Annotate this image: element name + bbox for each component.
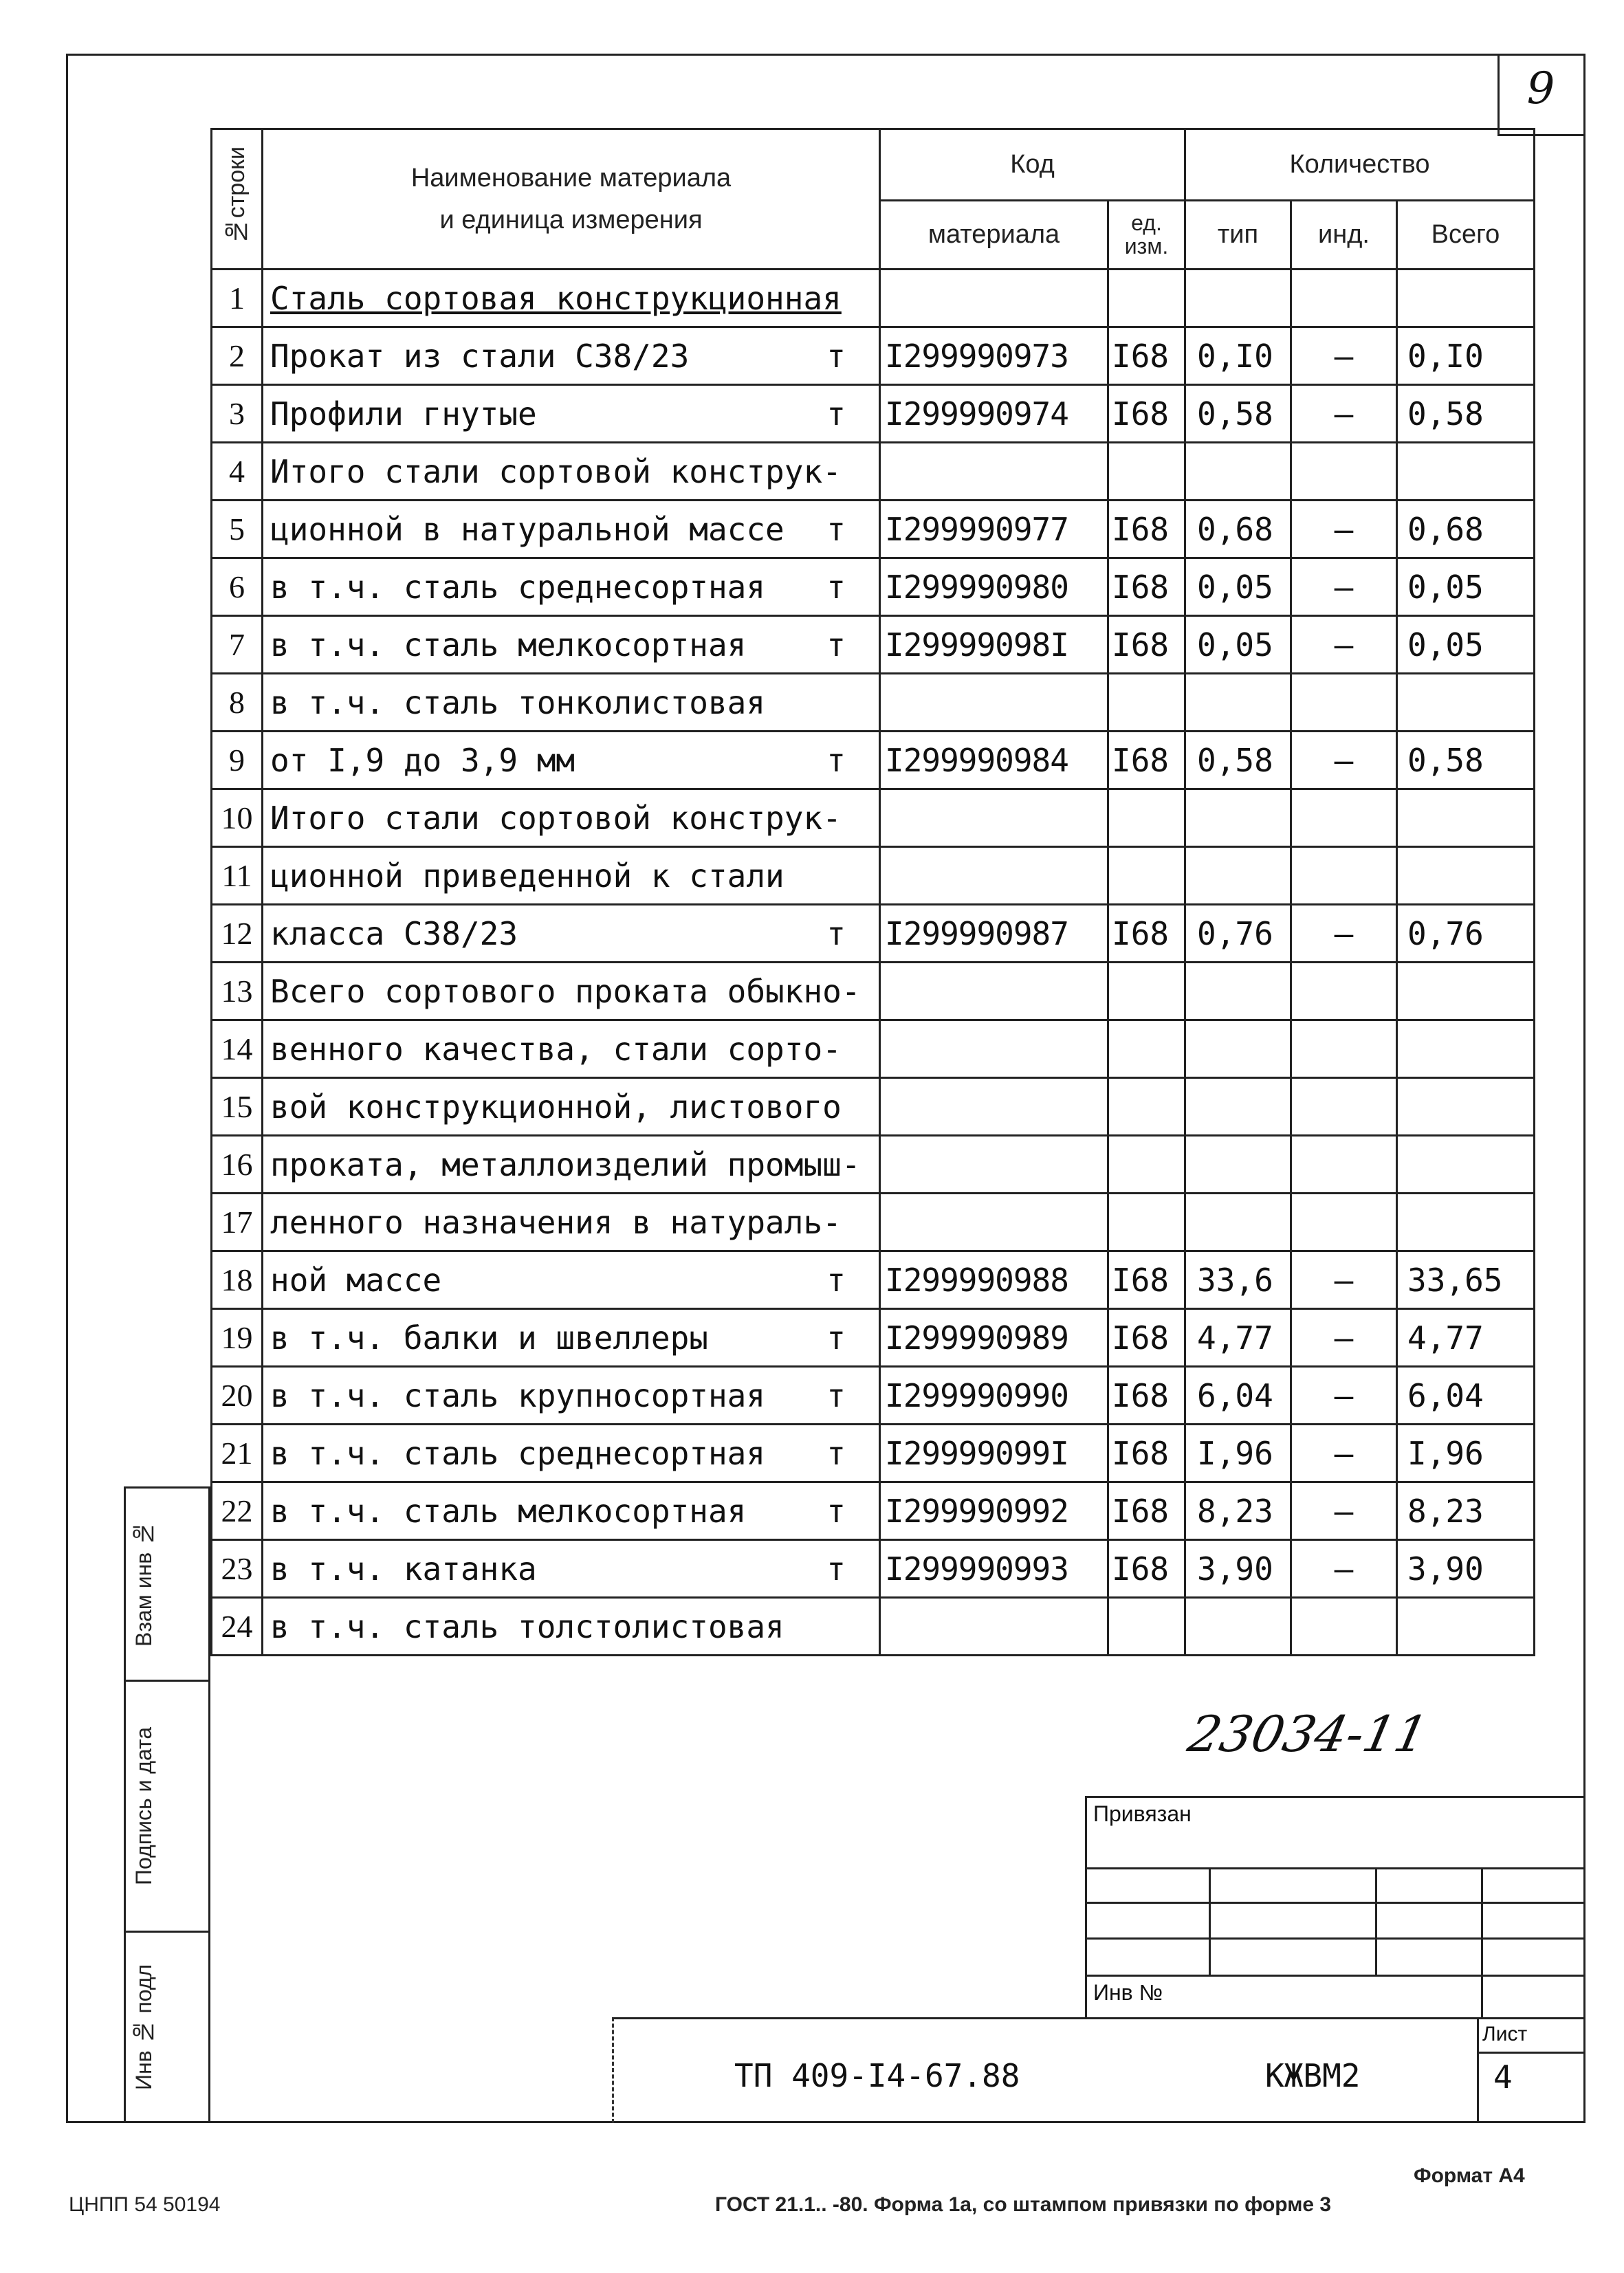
unit-code: I68 xyxy=(1108,1309,1185,1367)
row-number: 16 xyxy=(212,1136,263,1194)
material-code: I29999099I xyxy=(880,1425,1108,1482)
material-name: Итого стали сортовой конструк- xyxy=(263,789,880,847)
row-number: 2 xyxy=(212,327,263,385)
qty-total xyxy=(1397,1020,1535,1078)
unit-of-measure: т xyxy=(826,568,846,606)
unit-code: I68 xyxy=(1108,1482,1185,1540)
material-code xyxy=(880,789,1108,847)
unit-code: I68 xyxy=(1108,385,1185,443)
table-row xyxy=(212,1136,1535,1194)
material-name: в т.ч. сталь толстолистовая xyxy=(263,1598,880,1656)
table-row xyxy=(212,1020,1535,1078)
qty-ind xyxy=(1291,1078,1397,1136)
material-code: I299990989 xyxy=(880,1309,1108,1367)
unit-code xyxy=(1108,270,1185,327)
qty-total xyxy=(1397,847,1535,905)
table-row xyxy=(212,963,1535,1020)
unit-of-measure: т xyxy=(826,395,846,432)
table-row xyxy=(212,1540,1535,1598)
unit-of-measure: т xyxy=(826,1376,846,1414)
material-code: I299990990 xyxy=(880,1367,1108,1425)
unit-code xyxy=(1108,443,1185,501)
row-number: 20 xyxy=(212,1367,263,1425)
material-code xyxy=(880,443,1108,501)
row-number: 24 xyxy=(212,1598,263,1656)
material-code: I299990984 xyxy=(880,732,1108,789)
qty-type xyxy=(1185,1020,1291,1078)
material-code: I299990993 xyxy=(880,1540,1108,1598)
unit-code: I68 xyxy=(1108,327,1185,385)
row-number: 9 xyxy=(212,732,263,789)
unit-of-measure: т xyxy=(826,741,846,779)
material-name: ционной в натуральной массе т xyxy=(263,501,880,558)
unit-code xyxy=(1108,1598,1185,1656)
qty-ind xyxy=(1291,847,1397,905)
qty-total xyxy=(1397,674,1535,732)
qty-type xyxy=(1185,1078,1291,1136)
header-code-material: материала xyxy=(880,201,1108,270)
row-number: 23 xyxy=(212,1540,263,1598)
document-code: ТП 409-I4-67.88 xyxy=(734,2057,1020,2094)
material-code xyxy=(880,1136,1108,1194)
material-name: в т.ч. сталь среднесортная т xyxy=(263,558,880,616)
qty-ind xyxy=(1291,674,1397,732)
footer-left: ЦНПП 54 50194 xyxy=(69,2193,221,2216)
header-qty-ind: инд. xyxy=(1291,201,1397,270)
qty-total xyxy=(1397,1136,1535,1194)
row-number: 12 xyxy=(212,905,263,963)
qty-type xyxy=(1185,443,1291,501)
qty-total: 0,05 xyxy=(1397,616,1535,674)
qty-total xyxy=(1397,1598,1535,1656)
material-name: в т.ч. балки и швеллеры т xyxy=(263,1309,880,1367)
unit-of-measure: т xyxy=(826,1492,846,1530)
row-number: 1 xyxy=(212,270,263,327)
inv-no-label: Инв № xyxy=(1093,1980,1163,2005)
qty-ind: – xyxy=(1291,385,1397,443)
row-number: 4 xyxy=(212,443,263,501)
table-row xyxy=(212,327,1535,385)
vzam-inv-label: Взам инв № xyxy=(131,1521,156,1647)
qty-ind: – xyxy=(1291,905,1397,963)
qty-type xyxy=(1185,963,1291,1020)
header-row-no: №строки xyxy=(212,129,263,270)
podpis-data-label: Подпись и дата xyxy=(131,1726,156,1886)
row-number: 8 xyxy=(212,674,263,732)
unit-of-measure: т xyxy=(826,914,846,952)
unit-of-measure: т xyxy=(826,337,846,375)
unit-code xyxy=(1108,789,1185,847)
row-number: 18 xyxy=(212,1251,263,1309)
qty-type xyxy=(1185,1136,1291,1194)
unit-code: I68 xyxy=(1108,1540,1185,1598)
material-code: I299990974 xyxy=(880,385,1108,443)
row-number: 22 xyxy=(212,1482,263,1540)
qty-ind: – xyxy=(1291,1482,1397,1540)
qty-total xyxy=(1397,443,1535,501)
qty-total xyxy=(1397,1194,1535,1251)
table-row xyxy=(212,270,1535,327)
row-number: 6 xyxy=(212,558,263,616)
material-code xyxy=(880,1078,1108,1136)
material-name: ционной приведенной к стали xyxy=(263,847,880,905)
inv-podl-cell xyxy=(124,1931,210,2123)
table-row xyxy=(212,443,1535,501)
qty-ind: – xyxy=(1291,1309,1397,1367)
table-row xyxy=(212,1367,1535,1425)
table-row xyxy=(212,674,1535,732)
qty-total: 0,58 xyxy=(1397,732,1535,789)
qty-total: 0,05 xyxy=(1397,558,1535,616)
table-row xyxy=(212,1194,1535,1251)
table-row xyxy=(212,847,1535,905)
header-qty-total: Всего xyxy=(1397,201,1535,270)
qty-total: 0,68 xyxy=(1397,501,1535,558)
qty-total xyxy=(1397,789,1535,847)
unit-code xyxy=(1108,1136,1185,1194)
qty-total: 4,77 xyxy=(1397,1309,1535,1367)
unit-code: I68 xyxy=(1108,501,1185,558)
row-number: 21 xyxy=(212,1425,263,1482)
unit-code: I68 xyxy=(1108,732,1185,789)
qty-ind xyxy=(1291,1136,1397,1194)
qty-ind xyxy=(1291,1194,1397,1251)
row-number: 5 xyxy=(212,501,263,558)
qty-total xyxy=(1397,1078,1535,1136)
material-code: I299990980 xyxy=(880,558,1108,616)
material-name: в т.ч. сталь тонколистовая xyxy=(263,674,880,732)
qty-type xyxy=(1185,674,1291,732)
material-code: I299990988 xyxy=(880,1251,1108,1309)
unit-code xyxy=(1108,1194,1185,1251)
qty-type: 6,04 xyxy=(1185,1367,1291,1425)
qty-ind: – xyxy=(1291,1540,1397,1598)
qty-ind xyxy=(1291,1020,1397,1078)
qty-ind xyxy=(1291,270,1397,327)
material-code xyxy=(880,1598,1108,1656)
qty-ind: – xyxy=(1291,1425,1397,1482)
qty-total: 0,I0 xyxy=(1397,327,1535,385)
material-code xyxy=(880,674,1108,732)
table-row xyxy=(212,1078,1535,1136)
material-code xyxy=(880,1194,1108,1251)
unit-of-measure: т xyxy=(826,510,846,548)
qty-type xyxy=(1185,1194,1291,1251)
material-code xyxy=(880,270,1108,327)
qty-ind: – xyxy=(1291,616,1397,674)
qty-ind xyxy=(1291,1598,1397,1656)
material-table xyxy=(210,128,1535,1656)
qty-ind xyxy=(1291,963,1397,1020)
qty-type xyxy=(1185,789,1291,847)
row-number: 7 xyxy=(212,616,263,674)
row-number: 3 xyxy=(212,385,263,443)
table-row xyxy=(212,1309,1535,1367)
qty-total: 3,90 xyxy=(1397,1540,1535,1598)
unit-of-measure: т xyxy=(826,1319,846,1357)
row-number: 19 xyxy=(212,1309,263,1367)
unit-code: I68 xyxy=(1108,616,1185,674)
unit-code: I68 xyxy=(1108,1367,1185,1425)
header-qty: Количество xyxy=(1185,129,1535,201)
unit-code: I68 xyxy=(1108,558,1185,616)
unit-of-measure: т xyxy=(826,1434,846,1472)
material-name: в т.ч. сталь крупносортная т xyxy=(263,1367,880,1425)
qty-type: 0,05 xyxy=(1185,616,1291,674)
unit-code: I68 xyxy=(1108,905,1185,963)
row-number: 15 xyxy=(212,1078,263,1136)
material-code xyxy=(880,963,1108,1020)
table-row xyxy=(212,1251,1535,1309)
table-row xyxy=(212,732,1535,789)
unit-code: I68 xyxy=(1108,1425,1185,1482)
qty-ind: – xyxy=(1291,558,1397,616)
qty-total: 6,04 xyxy=(1397,1367,1535,1425)
material-name: в т.ч. сталь мелкосортная т xyxy=(263,616,880,674)
footer-right: ГОСТ 21.1.. -80. Форма 1а, со штампом привязки по форме 3 xyxy=(715,2193,1332,2216)
qty-total: 0,58 xyxy=(1397,385,1535,443)
unit-of-measure: т xyxy=(826,1550,846,1588)
material-name: проката, металлоизделий промыш- xyxy=(263,1136,880,1194)
unit-code xyxy=(1108,963,1185,1020)
material-name: Итого стали сортовой конструк- xyxy=(263,443,880,501)
qty-ind: – xyxy=(1291,732,1397,789)
qty-ind: – xyxy=(1291,1251,1397,1309)
header-code: Код xyxy=(880,129,1185,201)
unit-code xyxy=(1108,1078,1185,1136)
qty-type: 0,I0 xyxy=(1185,327,1291,385)
row-number: 11 xyxy=(212,847,263,905)
qty-type: 33,6 xyxy=(1185,1251,1291,1309)
format-label: Формат А4 xyxy=(1414,2164,1525,2187)
qty-type: 3,90 xyxy=(1185,1540,1291,1598)
unit-of-measure: т xyxy=(826,1261,846,1299)
material-code: I299990973 xyxy=(880,327,1108,385)
material-name: в т.ч. сталь среднесортная т xyxy=(263,1425,880,1482)
table-row xyxy=(212,1425,1535,1482)
qty-type: 0,76 xyxy=(1185,905,1291,963)
qty-total: 8,23 xyxy=(1397,1482,1535,1540)
qty-ind: – xyxy=(1291,501,1397,558)
material-code: I299990977 xyxy=(880,501,1108,558)
qty-type: 0,58 xyxy=(1185,385,1291,443)
table-row xyxy=(212,385,1535,443)
material-name: Прокат из стали С38/23 т xyxy=(263,327,880,385)
table-row xyxy=(212,905,1535,963)
table-row xyxy=(212,1482,1535,1540)
material-name: в т.ч. сталь мелкосортная т xyxy=(263,1482,880,1540)
qty-type xyxy=(1185,847,1291,905)
row-number: 13 xyxy=(212,963,263,1020)
material-name: ленного назначения в натураль- xyxy=(263,1194,880,1251)
material-name: Профили гнутые т xyxy=(263,385,880,443)
table-row xyxy=(212,501,1535,558)
material-name: ной массе т xyxy=(263,1251,880,1309)
qty-ind: – xyxy=(1291,327,1397,385)
material-code: I299990987 xyxy=(880,905,1108,963)
qty-type: I,96 xyxy=(1185,1425,1291,1482)
unit-code xyxy=(1108,1020,1185,1078)
header-code-unit: ед. изм. xyxy=(1108,201,1185,270)
qty-type: 8,23 xyxy=(1185,1482,1291,1540)
podpis-data-cell xyxy=(124,1680,210,1933)
row-number: 14 xyxy=(212,1020,263,1078)
qty-total xyxy=(1397,963,1535,1020)
qty-total xyxy=(1397,270,1535,327)
qty-type xyxy=(1185,270,1291,327)
material-name: класса С38/23 т xyxy=(263,905,880,963)
qty-ind xyxy=(1291,789,1397,847)
document-mark: КЖВМ2 xyxy=(1265,2057,1361,2094)
privyazan-label: Привязан xyxy=(1093,1801,1192,1826)
list-value: 4 xyxy=(1493,2058,1513,2096)
qty-total: 0,76 xyxy=(1397,905,1535,963)
material-name: от I,9 до 3,9 мм т xyxy=(263,732,880,789)
material-name: венного качества, стали сорто- xyxy=(263,1020,880,1078)
row-number: 17 xyxy=(212,1194,263,1251)
unit-of-measure: т xyxy=(826,626,846,663)
table-row xyxy=(212,558,1535,616)
table-row xyxy=(212,616,1535,674)
header-qty-type: тип xyxy=(1185,201,1291,270)
material-code: I29999098I xyxy=(880,616,1108,674)
unit-code: I68 xyxy=(1108,1251,1185,1309)
unit-code xyxy=(1108,674,1185,732)
qty-type xyxy=(1185,1598,1291,1656)
inv-podl-label: Инв № подл xyxy=(131,1964,156,2090)
qty-type: 4,77 xyxy=(1185,1309,1291,1367)
qty-total: I,96 xyxy=(1397,1425,1535,1482)
header-name: Наименование материала и единица измерения xyxy=(263,129,880,270)
row-number: 10 xyxy=(212,789,263,847)
material-name: в т.ч. катанка т xyxy=(263,1540,880,1598)
material-name: вой конструкционной, листового xyxy=(263,1078,880,1136)
qty-type: 0,58 xyxy=(1185,732,1291,789)
table-row xyxy=(212,789,1535,847)
material-code xyxy=(880,1020,1108,1078)
qty-ind: – xyxy=(1291,1367,1397,1425)
unit-code xyxy=(1108,847,1185,905)
material-name: Всего сортового проката обыкно- xyxy=(263,963,880,1020)
material-code: I299990992 xyxy=(880,1482,1108,1540)
sheet-number: 9 xyxy=(1526,63,1555,114)
qty-type: 0,05 xyxy=(1185,558,1291,616)
handwritten-number: 23034-11 xyxy=(1183,1705,1433,1763)
table-row xyxy=(212,1598,1535,1656)
qty-total: 33,65 xyxy=(1397,1251,1535,1309)
material-code xyxy=(880,847,1108,905)
list-label: Лист xyxy=(1482,2023,1528,2045)
vzam-inv-cell xyxy=(124,1486,210,1682)
material-name: Сталь сортовая конструкционная xyxy=(263,270,880,327)
qty-ind xyxy=(1291,443,1397,501)
qty-type: 0,68 xyxy=(1185,501,1291,558)
